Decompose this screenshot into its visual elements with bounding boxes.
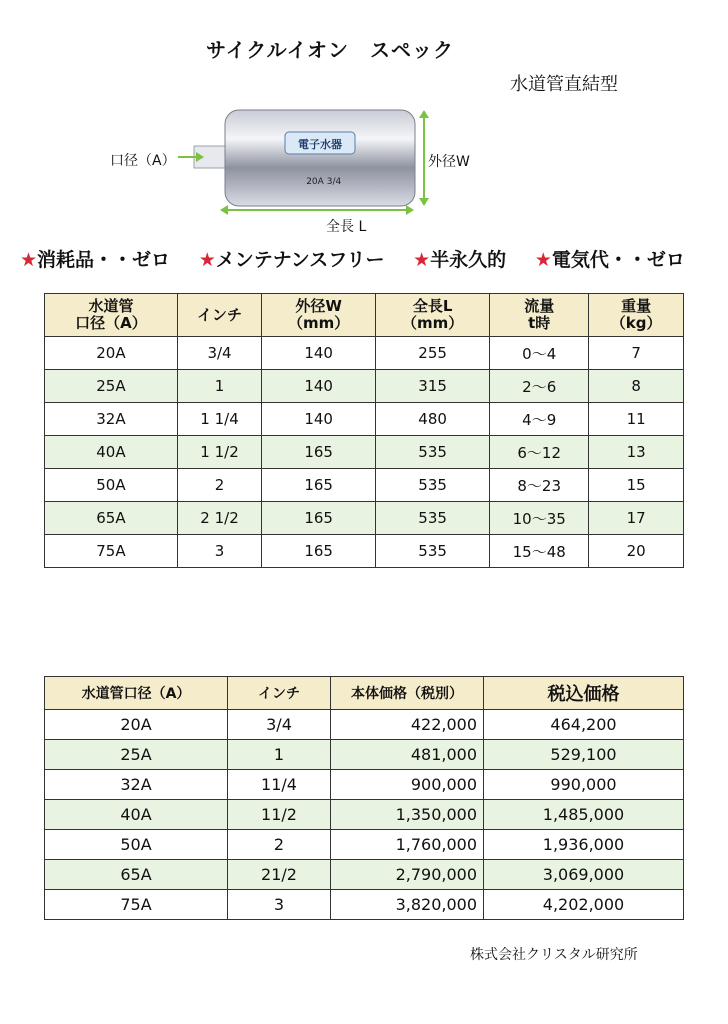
header-tax-included-price: 税込価格 bbox=[484, 677, 684, 710]
feature-item: ★半永久的 bbox=[413, 249, 507, 271]
device-small-text-2: 3/4 bbox=[326, 177, 342, 187]
table-row: 32A 1 1/4 140 480 4～9 11 bbox=[45, 403, 684, 436]
price-header-row bbox=[45, 677, 684, 710]
feature-item: ★消耗品・・ゼロ bbox=[20, 249, 171, 271]
star-icon: ★ bbox=[198, 249, 216, 271]
price-table bbox=[44, 676, 684, 920]
table-row: 32A 11/4 900,000 990,000 bbox=[45, 770, 684, 800]
table-row: 40A 11/2 1,350,000 1,485,000 bbox=[45, 800, 684, 830]
table-row: 25A 1 140 315 2～6 8 bbox=[45, 370, 684, 403]
table-row: 75A 3 3,820,000 4,202,000 bbox=[45, 890, 684, 920]
table-row: 50A 2 1,760,000 1,936,000 bbox=[45, 830, 684, 860]
table-row: 75A 3 165 535 15～48 20 bbox=[45, 535, 684, 568]
header-length: 全長L （mm） bbox=[376, 294, 490, 337]
company-name: 株式会社クリスタル研究所 bbox=[470, 947, 638, 963]
page-title: サイクルイオン スペック bbox=[206, 38, 454, 62]
feature-item: ★メンテナンスフリー bbox=[198, 249, 385, 271]
device-small-text-1: 20A bbox=[306, 177, 324, 187]
table-row: 65A 21/2 2,790,000 3,069,000 bbox=[45, 860, 684, 890]
header-bore: 水道管 口径（A） bbox=[45, 294, 178, 337]
width-label: 外径W bbox=[428, 154, 470, 170]
feature-list bbox=[20, 245, 720, 272]
table-row: 65A 2 1/2 165 535 10～35 17 bbox=[45, 502, 684, 535]
header-bore: 水道管口径（A） bbox=[45, 677, 228, 710]
length-label: 全長 L bbox=[326, 219, 367, 235]
table-row: 50A 2 165 535 8～23 15 bbox=[45, 469, 684, 502]
header-inch: インチ bbox=[228, 677, 331, 710]
header-weight: 重量 （kg） bbox=[589, 294, 684, 337]
table-row: 40A 1 1/2 165 535 6～12 13 bbox=[45, 436, 684, 469]
bore-label: 口径（A） bbox=[110, 153, 176, 169]
star-icon: ★ bbox=[413, 249, 431, 271]
table-row: 20A 3/4 422,000 464,200 bbox=[45, 710, 684, 740]
star-icon: ★ bbox=[20, 249, 38, 271]
spec-header-row bbox=[45, 294, 684, 337]
star-icon: ★ bbox=[534, 249, 552, 271]
product-diagram bbox=[100, 100, 460, 240]
page-subtitle: 水道管直結型 bbox=[510, 74, 618, 95]
header-width: 外径W （mm） bbox=[262, 294, 376, 337]
table-row: 20A 3/4 140 255 0～4 7 bbox=[45, 337, 684, 370]
device-body bbox=[225, 110, 415, 206]
feature-item: ★電気代・・ゼロ bbox=[534, 249, 685, 271]
header-base-price: 本体価格（税別） bbox=[331, 677, 484, 710]
table-row: 25A 1 481,000 529,100 bbox=[45, 740, 684, 770]
device-label-text: 電子水器 bbox=[298, 138, 342, 151]
header-flow: 流量 t時 bbox=[490, 294, 589, 337]
header-inch: インチ bbox=[177, 294, 261, 337]
spec-table bbox=[44, 293, 684, 568]
